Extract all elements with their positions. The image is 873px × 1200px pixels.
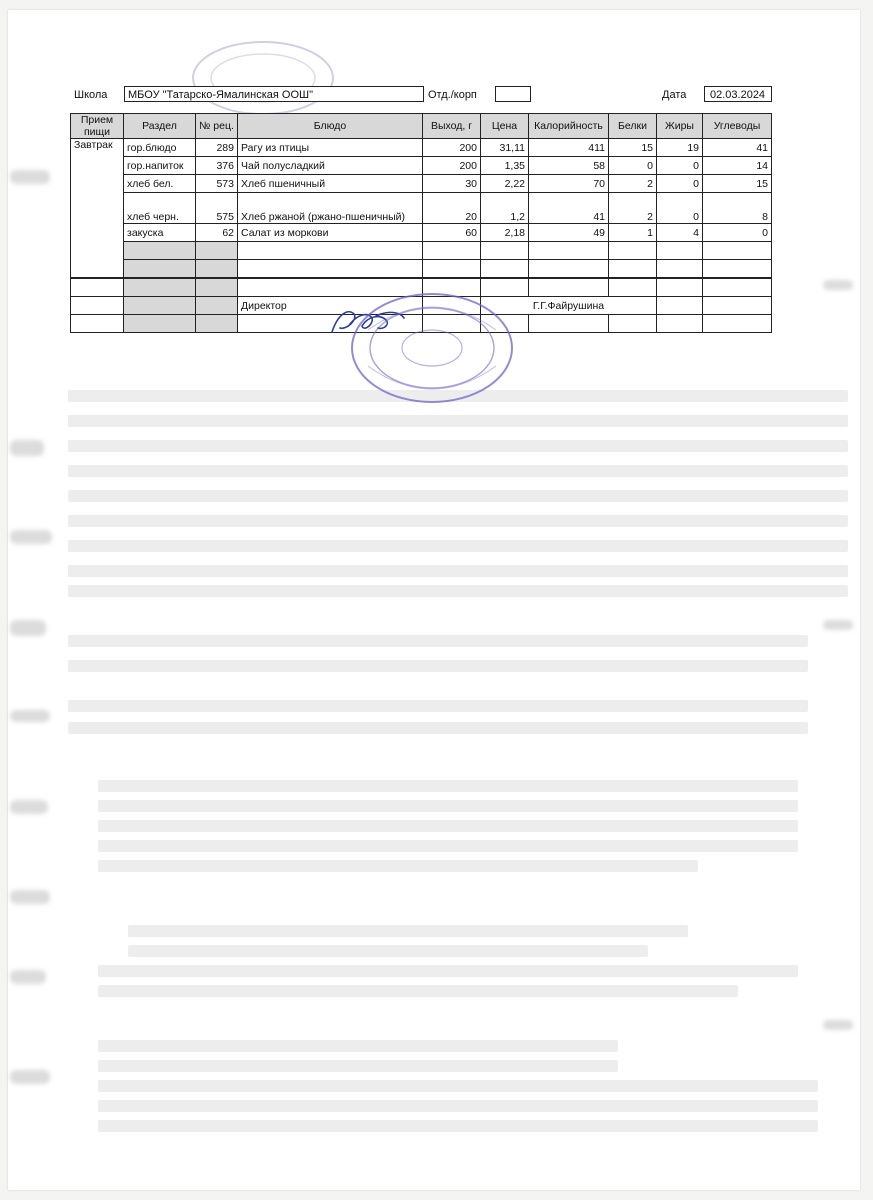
carbs-cell: 15 <box>703 175 772 193</box>
carbs-cell: 8 <box>703 193 772 224</box>
date-field: 02.03.2024 <box>704 86 772 102</box>
dish-cell: Рагу из птицы <box>238 139 423 157</box>
table-row <box>71 224 772 242</box>
price-cell: 1,35 <box>481 157 529 175</box>
price-cell: 2,18 <box>481 224 529 242</box>
protein-cell: 15 <box>609 139 657 157</box>
calories-cell: 411 <box>529 139 609 157</box>
table-row-empty <box>71 260 772 279</box>
table-row-empty <box>71 242 772 260</box>
calories-cell: 58 <box>529 157 609 175</box>
header-calories: Калорийность <box>529 114 609 139</box>
recipe-cell: 575 <box>196 193 238 224</box>
dish-cell: Чай полусладкий <box>238 157 423 175</box>
signature-name: Г.Г.Файрушина <box>481 297 657 315</box>
dish-cell: Хлеб ржаной (ржано-пшеничный) <box>238 193 423 224</box>
table-row <box>71 139 772 157</box>
header-protein: Белки <box>609 114 657 139</box>
recipe-cell: 376 <box>196 157 238 175</box>
price-cell: 1,2 <box>481 193 529 224</box>
carbs-cell: 41 <box>703 139 772 157</box>
fat-cell: 19 <box>657 139 703 157</box>
protein-cell: 2 <box>609 193 657 224</box>
table-row <box>71 157 772 175</box>
carbs-cell: 14 <box>703 157 772 175</box>
price-cell: 31,11 <box>481 139 529 157</box>
table-row <box>71 175 772 193</box>
protein-cell: 2 <box>609 175 657 193</box>
date-label: Дата <box>662 89 687 101</box>
header-carbs: Углеводы <box>703 114 772 139</box>
header-output: Выход, г <box>423 114 481 139</box>
calories-cell: 70 <box>529 175 609 193</box>
fat-cell: 0 <box>657 157 703 175</box>
calories-cell: 41 <box>529 193 609 224</box>
output-cell: 200 <box>423 139 481 157</box>
dish-cell: Салат из моркови <box>238 224 423 242</box>
output-cell: 20 <box>423 193 481 224</box>
section-cell: хлеб бел. <box>124 175 196 193</box>
recipe-cell: 62 <box>196 224 238 242</box>
recipe-cell: 289 <box>196 139 238 157</box>
section-cell: закуска <box>124 224 196 242</box>
table-row <box>71 193 772 224</box>
fat-cell: 0 <box>657 193 703 224</box>
department-field <box>495 86 531 102</box>
round-stamp <box>348 290 516 406</box>
section-cell: хлеб черн. <box>124 193 196 224</box>
faint-stamp-graphic <box>188 38 338 118</box>
protein-cell: 0 <box>609 157 657 175</box>
price-cell: 2,22 <box>481 175 529 193</box>
output-cell: 200 <box>423 157 481 175</box>
header-recipe: № рец. <box>196 114 238 139</box>
school-field: МБОУ "Татарско-Ямалинская ООШ" <box>124 86 424 102</box>
department-label: Отд./корп <box>428 89 477 101</box>
output-cell: 60 <box>423 224 481 242</box>
header-price: Цена <box>481 114 529 139</box>
calories-cell: 49 <box>529 224 609 242</box>
header-dish: Блюдо <box>238 114 423 139</box>
recipe-cell: 573 <box>196 175 238 193</box>
fat-cell: 0 <box>657 175 703 193</box>
section-cell: гор.блюдо <box>124 139 196 157</box>
meal-name-cell: Завтрак <box>71 139 124 279</box>
header-meal: Прием пищи <box>71 114 124 139</box>
signature-role: Директор <box>238 297 423 315</box>
section-cell: гор.напиток <box>124 157 196 175</box>
header-fat: Жиры <box>657 114 703 139</box>
fat-cell: 4 <box>657 224 703 242</box>
header-section: Раздел <box>124 114 196 139</box>
output-cell: 30 <box>423 175 481 193</box>
document-header <box>74 84 774 106</box>
protein-cell: 1 <box>609 224 657 242</box>
school-label: Школа <box>74 89 108 101</box>
dish-cell: Хлеб пшеничный <box>238 175 423 193</box>
carbs-cell: 0 <box>703 224 772 242</box>
